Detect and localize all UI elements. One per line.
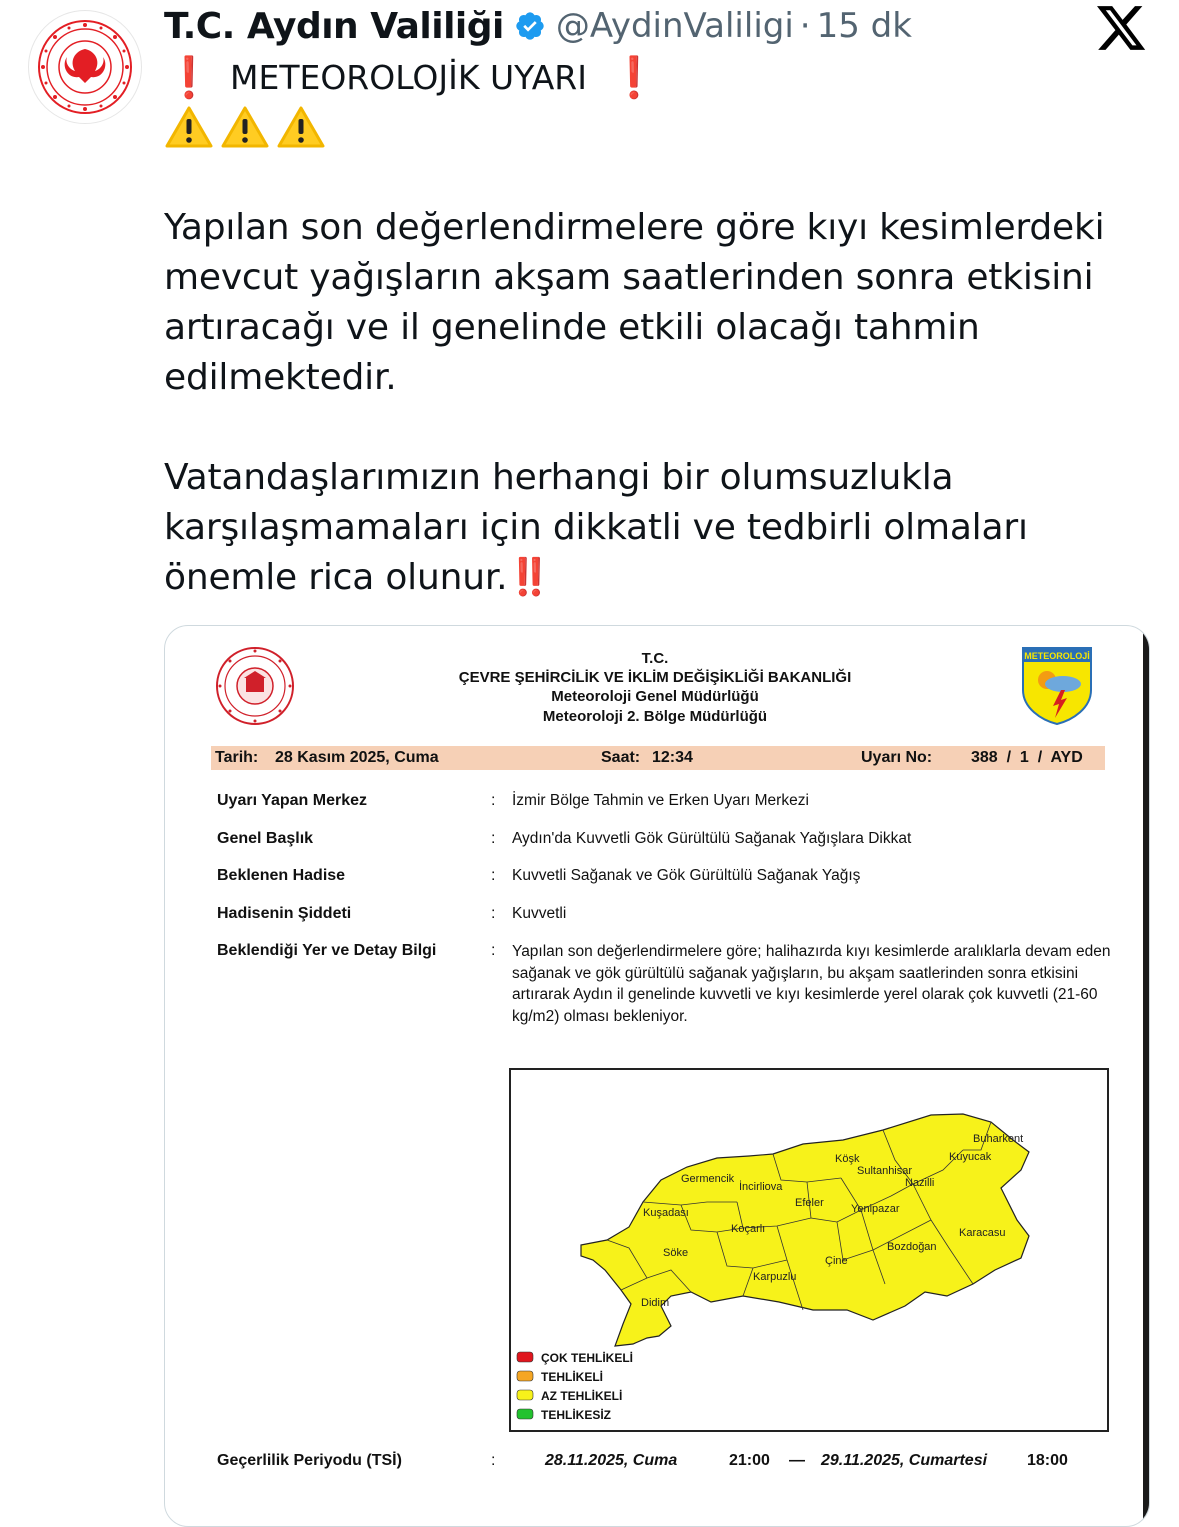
tweet-paragraph: Yapılan son değerlendirmelere göre kıyı kesimlerdeki mevcut yağışların akşam saatlerinden sonra etkisini artıracağı ve il genelinde etkili olacağı tahmin edilmektedir. xyxy=(164,207,1105,398)
field-label: Uyarı Yapan Merkez xyxy=(217,792,368,809)
author-handle[interactable]: @AydinValiligi xyxy=(555,6,794,46)
exclamation-icon: ❗ xyxy=(608,54,659,101)
district-label: Nazilli xyxy=(905,1177,935,1189)
document-edge xyxy=(1143,626,1149,1526)
field-label: Beklenen Hadise xyxy=(217,867,346,884)
legend-swatch xyxy=(517,1371,533,1381)
district-label: İncirliova xyxy=(739,1181,783,1193)
time-label: Saat: xyxy=(601,749,641,766)
district-label: Buharkent xyxy=(973,1133,1024,1145)
doc-directorate: Meteoroloji Genel Müdürlüğü xyxy=(551,688,759,705)
district-label: Sultanhisar xyxy=(857,1165,913,1177)
district-label: Söke xyxy=(663,1247,689,1259)
avatar[interactable] xyxy=(28,10,142,124)
governorship-seal-icon xyxy=(29,11,141,123)
validity-colon: : xyxy=(491,1452,496,1469)
field-colon: : xyxy=(491,830,496,847)
district-label: Kuşadası xyxy=(643,1207,689,1219)
headline-text: METEOROLOJİK UYARI xyxy=(230,57,587,97)
legend-swatch xyxy=(517,1409,533,1419)
district-label: Yenipazar xyxy=(851,1203,900,1215)
validity-start-time: 21:00 xyxy=(729,1452,770,1469)
legend-label: AZ TEHLİKELİ xyxy=(541,1389,623,1403)
validity-end-time: 18:00 xyxy=(1027,1452,1068,1469)
x-logo-icon[interactable] xyxy=(1097,6,1147,52)
legend-swatch xyxy=(517,1390,533,1400)
author-name[interactable]: T.C. Aydın Valiliği xyxy=(164,5,504,47)
field-colon: : xyxy=(491,792,496,809)
validity-dash: — xyxy=(789,1452,805,1469)
time-value: 12:34 xyxy=(652,749,693,766)
aydin-province-map xyxy=(511,1070,1107,1430)
warning-document xyxy=(165,626,1149,1526)
validity-start-date: 28.11.2025, Cuma xyxy=(545,1452,678,1469)
separator-dot: · xyxy=(799,6,811,46)
legend-label: TEHLİKESİZ xyxy=(541,1408,612,1422)
district-label: Efeler xyxy=(795,1197,824,1209)
validity-end-date: 29.11.2025, Cumartesi xyxy=(821,1452,988,1469)
district-label: Germencik xyxy=(681,1173,735,1185)
legend-label: TEHLİKELİ xyxy=(541,1370,603,1384)
headline-line xyxy=(164,54,659,101)
validity-label: Geçerlilik Periyodu (TSİ) xyxy=(217,1452,402,1469)
district-label: Karpuzlu xyxy=(753,1271,797,1283)
field-label: Genel Başlık xyxy=(217,830,314,847)
date-bar xyxy=(211,746,1105,770)
warning-map xyxy=(509,1068,1109,1432)
double-exclamation-icon: ‼️ xyxy=(507,557,549,598)
field-colon: : xyxy=(491,867,496,884)
meteorology-logo-icon xyxy=(1021,644,1093,726)
doc-tc: T.C. xyxy=(641,650,669,667)
warning-icons-row xyxy=(164,105,326,151)
field-value: Kuvvetli xyxy=(512,905,567,922)
tweet-paragraph-text: Vatandaşlarımızın herhangi bir olumsuzlukla karşılaşmamaları için dikkatli ve tedbirli olmaları önemle rica olunur. xyxy=(164,457,1028,598)
attached-image[interactable] xyxy=(164,625,1150,1527)
verified-badge-icon xyxy=(514,10,546,42)
tweet-header xyxy=(164,2,912,50)
field-value: İzmir Bölge Tahmin ve Erken Uyarı Merkezi xyxy=(512,792,809,809)
field-colon: : xyxy=(491,942,496,959)
legend-label: ÇOK TEHLİKELİ xyxy=(541,1351,633,1365)
date-value: 28 Kasım 2025, Cuma xyxy=(275,749,439,766)
meteorology-logo-text: METEOROLOJİ xyxy=(1024,651,1090,661)
warning-icon xyxy=(164,105,214,149)
warning-no-label: Uyarı No: xyxy=(861,749,933,766)
legend-swatch xyxy=(517,1352,533,1362)
doc-ministry: ÇEVRE ŞEHİRCİLİK VE İKLİM DEĞİŞİKLİĞİ BAKANLIĞI xyxy=(458,669,852,686)
district-label: Koçarlı xyxy=(731,1223,766,1235)
field-detail-value: Yapılan son değerlendirmelere göre; halihazırda kıyı kesimlerde aralıklarla devam eden sağanak ve gök gürültülü sağanak yağışların, bu akşam saatlerinden sonra etkisini artırarak Aydın il genelinde kuvvetli ve kıyı kesimlerde yerel olarak çok kuvvetli (21-60 kg/m2) olması bekleniyor. xyxy=(512,943,1111,1025)
district-label: Karacasu xyxy=(959,1227,1006,1239)
exclamation-icon: ❗ xyxy=(164,54,214,101)
district-label: Çine xyxy=(825,1255,848,1267)
field-value: Kuvvetli Sağanak ve Gök Gürültülü Sağanak Yağış xyxy=(512,867,861,884)
district-label: Köşk xyxy=(835,1153,860,1165)
district-label: Bozdoğan xyxy=(887,1241,937,1253)
warning-icon xyxy=(276,105,326,149)
tweet-paragraph xyxy=(164,453,1124,603)
district-label: Kuyucak xyxy=(949,1151,992,1163)
field-label: Hadisenin Şiddeti xyxy=(217,905,352,922)
doc-region: Meteoroloji 2. Bölge Müdürlüğü xyxy=(542,708,768,725)
warning-icon xyxy=(220,105,270,149)
district-label: Didim xyxy=(641,1297,670,1309)
warning-no-value: 388 / 1 / AYD xyxy=(971,749,1083,766)
field-colon: : xyxy=(491,905,496,922)
field-value: Aydın'da Kuvvetli Gök Gürültülü Sağanak Yağışlara Dikkat xyxy=(512,830,912,847)
ministry-seal-icon xyxy=(211,646,299,726)
field-label: Beklendiği Yer ve Detay Bilgi xyxy=(217,942,437,959)
date-label: Tarih: xyxy=(215,749,259,766)
timestamp[interactable]: 15 dk xyxy=(816,6,912,46)
